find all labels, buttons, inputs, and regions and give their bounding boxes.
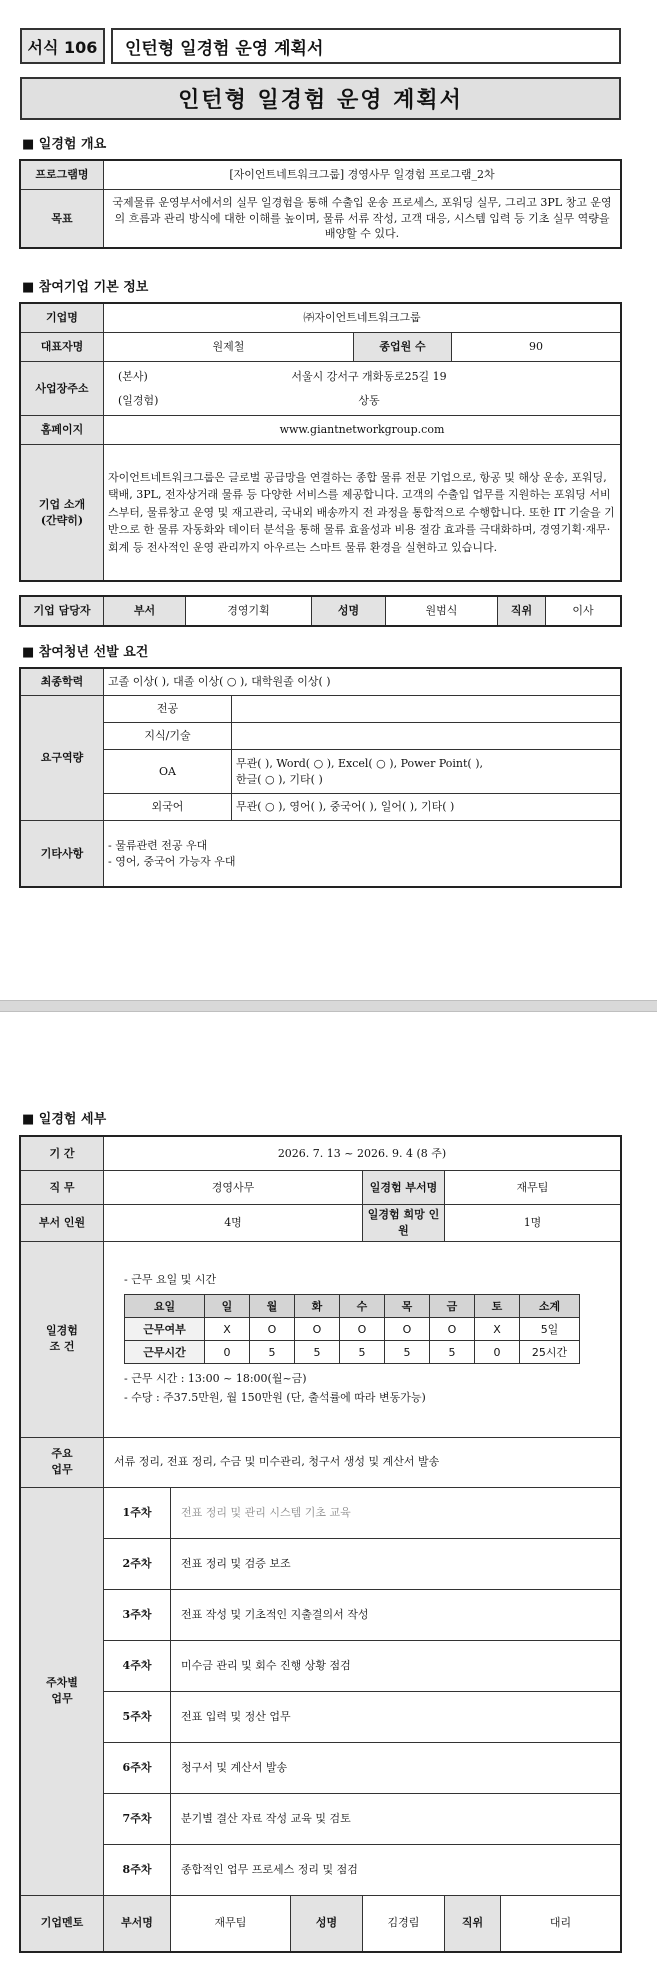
oa-value bbox=[232, 750, 621, 794]
schedule-cell: 5 bbox=[250, 1341, 295, 1364]
etc-line2: - 영어, 중국어 가능자 우대 bbox=[108, 854, 236, 868]
etc-label: 기타사항 bbox=[21, 821, 104, 887]
mentor-dept-label: 부서명 bbox=[104, 1895, 171, 1951]
knowledge-value bbox=[232, 723, 621, 750]
goal-label: 목표 bbox=[21, 190, 104, 248]
condition-label-line1: 일경험 bbox=[46, 1324, 78, 1338]
schedule-cell: O bbox=[430, 1318, 475, 1341]
schedule-cell: 0 bbox=[205, 1341, 250, 1364]
mentor-pos-label: 직위 bbox=[445, 1895, 501, 1951]
manager-pos-label: 직위 bbox=[498, 597, 546, 626]
schedule-cell: X bbox=[205, 1318, 250, 1341]
page-2 bbox=[0, 1012, 657, 1981]
employees-label: 종업원 수 bbox=[354, 333, 452, 362]
schedule-cell: 25시간 bbox=[520, 1341, 580, 1364]
hq-tag: (본사) bbox=[118, 369, 148, 383]
manager-dept-label: 부서 bbox=[104, 597, 186, 626]
manager-label: 기업 담당자 bbox=[21, 597, 104, 626]
main-duty-value: 서류 정리, 전표 정리, 수금 및 미수관리, 청구서 생성 및 계산서 발송 bbox=[104, 1437, 621, 1487]
schedule-header-cell: 월 bbox=[250, 1295, 295, 1318]
condition-label bbox=[21, 1241, 104, 1437]
week-label: 1주차 bbox=[104, 1487, 171, 1538]
week-label: 7주차 bbox=[104, 1793, 171, 1844]
section-overview-title: ■ 일경험 개요 bbox=[22, 137, 107, 152]
details-table bbox=[20, 1136, 621, 1952]
address-label: 사업장주소 bbox=[21, 362, 104, 416]
schedule-cell: 0 bbox=[475, 1341, 520, 1364]
program-value: [자이언트네트워크그룹] 경영사무 일경험 프로그램_2차 bbox=[104, 161, 621, 190]
form-header bbox=[20, 28, 621, 64]
intro-label-line1: 기업 소개 bbox=[38, 497, 86, 511]
schedule-cell: O bbox=[250, 1318, 295, 1341]
main-duty-label-line2: 업무 bbox=[51, 1463, 73, 1477]
manager-dept-value: 경영기획 bbox=[186, 597, 312, 626]
week-task: 분기별 결산 자료 작성 교육 및 검토 bbox=[171, 1793, 621, 1844]
mentor-label: 기업멘토 bbox=[21, 1895, 104, 1951]
weekly-label-line2: 업무 bbox=[51, 1692, 73, 1706]
ceo-label: 대표자명 bbox=[21, 333, 104, 362]
week-label: 2주차 bbox=[104, 1538, 171, 1589]
duty-label: 직 무 bbox=[21, 1171, 104, 1205]
schedule-table bbox=[124, 1294, 580, 1364]
week-label: 5주차 bbox=[104, 1691, 171, 1742]
week-label: 3주차 bbox=[104, 1589, 171, 1640]
schedule-row-label: 근무시간 bbox=[125, 1341, 205, 1364]
language-label: 외국어 bbox=[104, 794, 232, 821]
oa-line1: 무관( ), Word( ○ ), Excel( ○ ), Power Point( ), bbox=[236, 756, 483, 770]
staff-label: 부서 인원 bbox=[21, 1205, 104, 1242]
week-label: 8주차 bbox=[104, 1844, 171, 1895]
section-company-title: ■ 참여기업 기본 정보 bbox=[22, 280, 149, 295]
page-separator bbox=[0, 1000, 657, 1012]
period-label: 기 간 bbox=[21, 1137, 104, 1171]
etc-line1: - 물류관련 전공 우대 bbox=[108, 838, 208, 852]
schedule-cell: 5일 bbox=[520, 1318, 580, 1341]
education-value: 고졸 이상( ), 대졸 이상( ○ ), 대학원졸 이상( ) bbox=[104, 669, 621, 696]
week-task: 미수금 관리 및 회수 진행 상황 점검 bbox=[171, 1640, 621, 1691]
duty-value: 경영사무 bbox=[104, 1171, 363, 1205]
staff-value: 4명 bbox=[104, 1205, 363, 1242]
condition-cell bbox=[104, 1241, 621, 1437]
schedule-header-cell: 일 bbox=[205, 1295, 250, 1318]
hope-label: 일경험 희망 인원 bbox=[363, 1205, 445, 1242]
schedule-cell: 5 bbox=[340, 1341, 385, 1364]
major-label: 전공 bbox=[104, 696, 232, 723]
company-name-label: 기업명 bbox=[21, 304, 104, 333]
schedule-cell: O bbox=[295, 1318, 340, 1341]
section-details-title: ■ 일경험 세부 bbox=[22, 1112, 107, 1127]
etc-value bbox=[104, 821, 621, 887]
schedule-cell: O bbox=[340, 1318, 385, 1341]
requirements-table bbox=[20, 668, 621, 887]
schedule-title: - 근무 요일 및 시간 bbox=[124, 1272, 217, 1286]
mentor-pos-value: 대리 bbox=[501, 1895, 621, 1951]
schedule-row-label: 근무여부 bbox=[125, 1318, 205, 1341]
company-table bbox=[20, 303, 621, 581]
ceo-value: 원제철 bbox=[104, 333, 354, 362]
major-value bbox=[232, 696, 621, 723]
schedule-header-cell: 소계 bbox=[520, 1295, 580, 1318]
homepage-value: www.giantnetworkgroup.com bbox=[104, 416, 621, 445]
allowance: - 수당 : 주37.5만원, 월 150만원 (단, 출석률에 따라 변동가능) bbox=[124, 1391, 426, 1405]
schedule-cell: 5 bbox=[430, 1341, 475, 1364]
schedule-cell: 5 bbox=[295, 1341, 340, 1364]
week-label: 6주차 bbox=[104, 1742, 171, 1793]
form-title: 인턴형 일경험 운영 계획서 bbox=[111, 28, 621, 64]
hope-value: 1명 bbox=[445, 1205, 621, 1242]
goal-value: 국제물류 운영부서에서의 실무 일경험을 통해 수출입 운송 프로세스, 포워딩 실무, 그리고 3PL 창고 운영의 흐름과 관리 방식에 대한 이해를 높이며, 물류 서류 작성, 고객 대응, 시스템 입력 등 기초 실무 역량을 배양할 수 있다. bbox=[104, 190, 621, 248]
schedule-header-cell: 토 bbox=[475, 1295, 520, 1318]
intro-label-line2: (간략히) bbox=[40, 513, 84, 527]
weekly-label-line1: 주차별 bbox=[46, 1676, 78, 1690]
main-duty-label bbox=[21, 1437, 104, 1487]
intro-label bbox=[21, 445, 104, 581]
week-task: 청구서 및 계산서 발송 bbox=[171, 1742, 621, 1793]
weekly-label bbox=[21, 1487, 104, 1895]
site-address: 상동 bbox=[358, 393, 380, 407]
schedule-cell: X bbox=[475, 1318, 520, 1341]
week-task: 전표 정리 및 관리 시스템 기초 교육 bbox=[171, 1487, 621, 1538]
main-duty-label-line1: 주요 bbox=[51, 1447, 73, 1461]
language-value: 무관( ○ ), 영어( ), 중국어( ), 일어( ), 기타( ) bbox=[232, 794, 621, 821]
schedule-header-row bbox=[125, 1295, 580, 1318]
education-label: 최종학력 bbox=[21, 669, 104, 696]
week-label: 4주차 bbox=[104, 1640, 171, 1691]
mentor-name-value: 김경림 bbox=[363, 1895, 445, 1951]
site-tag: (일경험) bbox=[118, 393, 159, 407]
oa-label: OA bbox=[104, 750, 232, 794]
address-cell bbox=[104, 362, 621, 416]
manager-pos-value: 이사 bbox=[546, 597, 621, 626]
manager-table bbox=[20, 596, 621, 626]
employees-value: 90 bbox=[452, 333, 621, 362]
period-value: 2026. 7. 13 ~ 2026. 9. 4 (8 주) bbox=[104, 1137, 621, 1171]
intro-value: 자이언트네트워크그룹은 글로벌 공급망을 연결하는 종합 물류 전문 기업으로, 항공 및 해상 운송, 포워딩, 택배, 3PL, 전자상거래 물류 등 다양한 서비스를 제공합니다. 고객의 수출입 업무를 지원하는 포워딩 서비스부터, 물류창고 운영 및 재고관리, 국내외 배송까지 전 과정을 통합적으로 수행합니다. 또한 IT 기술을 기반으로 한 물류 자동화와 데이터 분석을 통해 물류 효율성과 비용 절감 효과를 극대화하며, 경영기획·재무·회계 등 전사적인 운영 관리까지 아우르는 스마트 물류 환경을 실현하고 있습니다. bbox=[104, 445, 621, 581]
manager-name-label: 성명 bbox=[312, 597, 386, 626]
schedule-header-cell: 화 bbox=[295, 1295, 340, 1318]
week-task: 전표 정리 및 검증 보조 bbox=[171, 1538, 621, 1589]
schedule-header-cell: 금 bbox=[430, 1295, 475, 1318]
schedule-header-cell: 요일 bbox=[125, 1295, 205, 1318]
section-requirements-title: ■ 참여청년 선발 요건 bbox=[22, 645, 149, 660]
program-label: 프로그램명 bbox=[21, 161, 104, 190]
condition-label-line2: 조 건 bbox=[49, 1340, 75, 1354]
hq-address: 서울시 강서구 개화동로25길 19 bbox=[291, 369, 447, 383]
ability-label: 요구역량 bbox=[21, 696, 104, 821]
manager-name-value: 원범식 bbox=[386, 597, 498, 626]
week-task: 전표 입력 및 정산 업무 bbox=[171, 1691, 621, 1742]
week-task: 종합적인 업무 프로세스 정리 및 점검 bbox=[171, 1844, 621, 1895]
schedule-header-cell: 목 bbox=[385, 1295, 430, 1318]
knowledge-label: 지식/기술 bbox=[104, 723, 232, 750]
company-name-value: ㈜자이언트네트워크그룹 bbox=[104, 304, 621, 333]
schedule-row-hours bbox=[125, 1341, 580, 1364]
schedule-cell: 5 bbox=[385, 1341, 430, 1364]
homepage-label: 홈페이지 bbox=[21, 416, 104, 445]
mentor-name-label: 성명 bbox=[291, 1895, 363, 1951]
oa-line2: 한글( ○ ), 기타( ) bbox=[236, 772, 323, 786]
week-task: 전표 작성 및 기초적인 지출결의서 작성 bbox=[171, 1589, 621, 1640]
overview-table bbox=[20, 160, 621, 248]
document-title: 인턴형 일경험 운영 계획서 bbox=[20, 77, 621, 120]
mentor-dept-value: 재무팀 bbox=[171, 1895, 291, 1951]
dept-label: 일경험 부서명 bbox=[363, 1171, 445, 1205]
schedule-cell: O bbox=[385, 1318, 430, 1341]
work-time: - 근무 시간 : 13:00 ~ 18:00(월~금) bbox=[124, 1372, 307, 1386]
schedule-header-cell: 수 bbox=[340, 1295, 385, 1318]
dept-value: 재무팀 bbox=[445, 1171, 621, 1205]
form-number: 서식 106 bbox=[20, 28, 105, 64]
schedule-row-workdays bbox=[125, 1318, 580, 1341]
